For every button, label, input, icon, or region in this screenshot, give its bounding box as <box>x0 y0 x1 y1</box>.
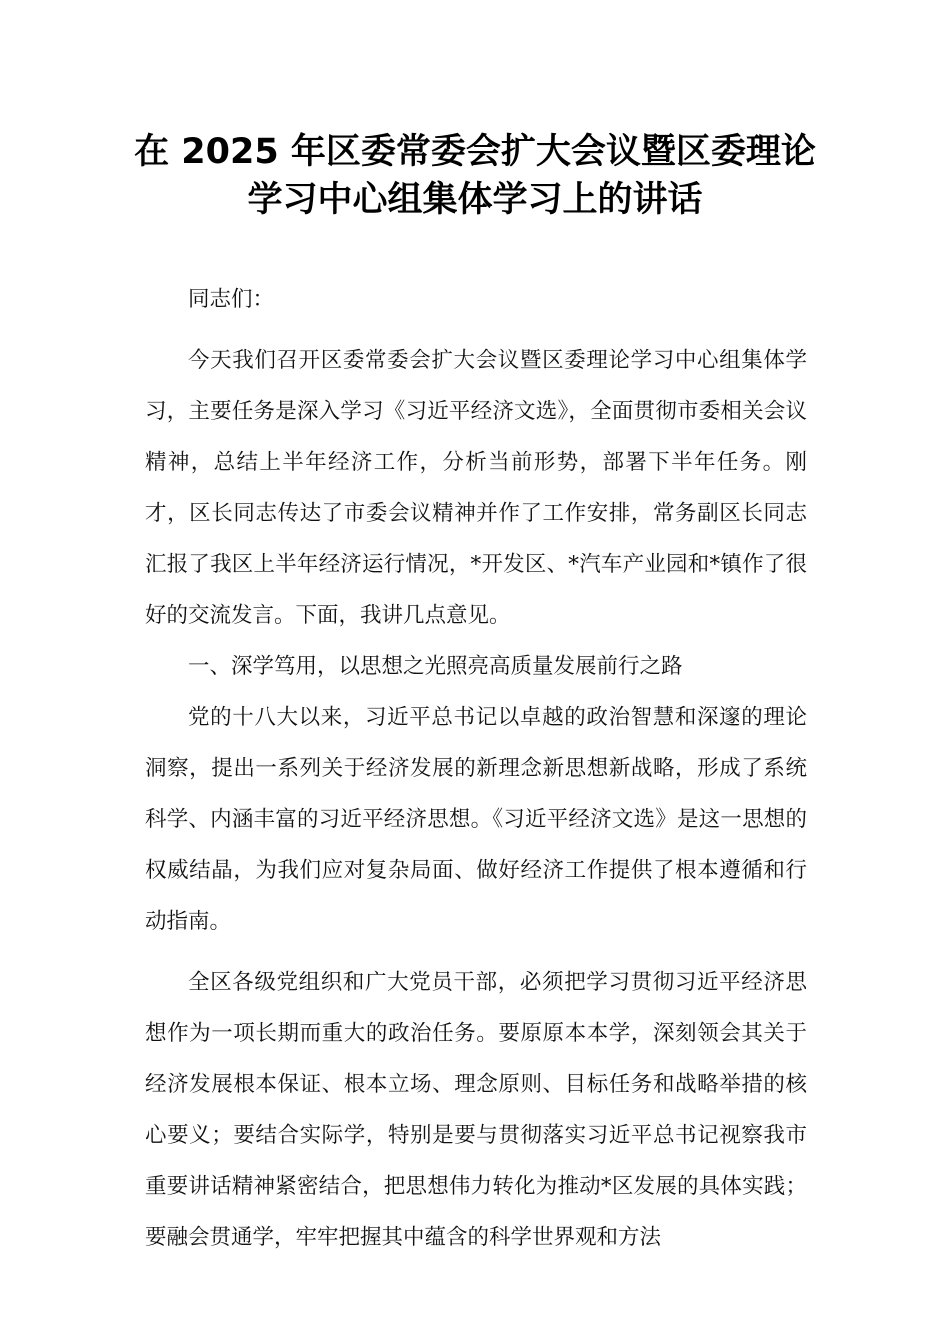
paragraph-study-requirements: 全区各级党组织和广大党员干部，必须把学习贯彻习近平经济思想作为一项长期而重大的政治任务。要原原本本学，深刻领会其关于经济发展根本保证、根本立场、理念原则、目标任务和战略举措的核心要义；要结合实际学，特别是要与贯彻落实习近平总书记视察我市重要讲话精神紧密结合，把思想伟力转化为推动*区发展的具体实践；要融会贯通学，牢牢把握其中蕴含的科学世界观和方法 <box>145 970 807 1250</box>
section-heading-1: 一、深学笃用，以思想之光照亮高质量发展前行之路 <box>188 654 683 679</box>
paragraph-theory: 党的十八大以来，习近平总书记以卓越的政治智慧和深邃的理论洞察，提出一系列关于经济发展的新理念新思想新战略，形成了系统科学、内涵丰富的习近平经济思想。《习近平经济文选》是这一思想的权威结晶，为我们应对复杂局面、做好经济工作提供了根本遵循和行动指南。 <box>145 705 807 934</box>
document-title <box>120 128 830 224</box>
title-line-1: 在 2025 年区委常委会扩大会议暨区委理论 <box>134 132 816 172</box>
document-body <box>145 274 807 1263</box>
title-line-2: 学习中心组集体学习上的讲话 <box>247 180 703 220</box>
salutation: 同志们： <box>188 287 275 312</box>
paragraph-opening: 今天我们召开区委常委会扩大会议暨区委理论学习中心组集体学习，主要任务是深入学习《习近平经济文选》，全面贯彻市委相关会议精神，总结上半年经济工作，分析当前形势，部署下半年任务。刚才，区长同志传达了市委会议精神并作了工作安排，常务副区长同志汇报了我区上半年经济运行情况，*开发区、*汽车产业园和*镇作了很好的交流发言。下面，我讲几点意见。 <box>145 348 807 628</box>
